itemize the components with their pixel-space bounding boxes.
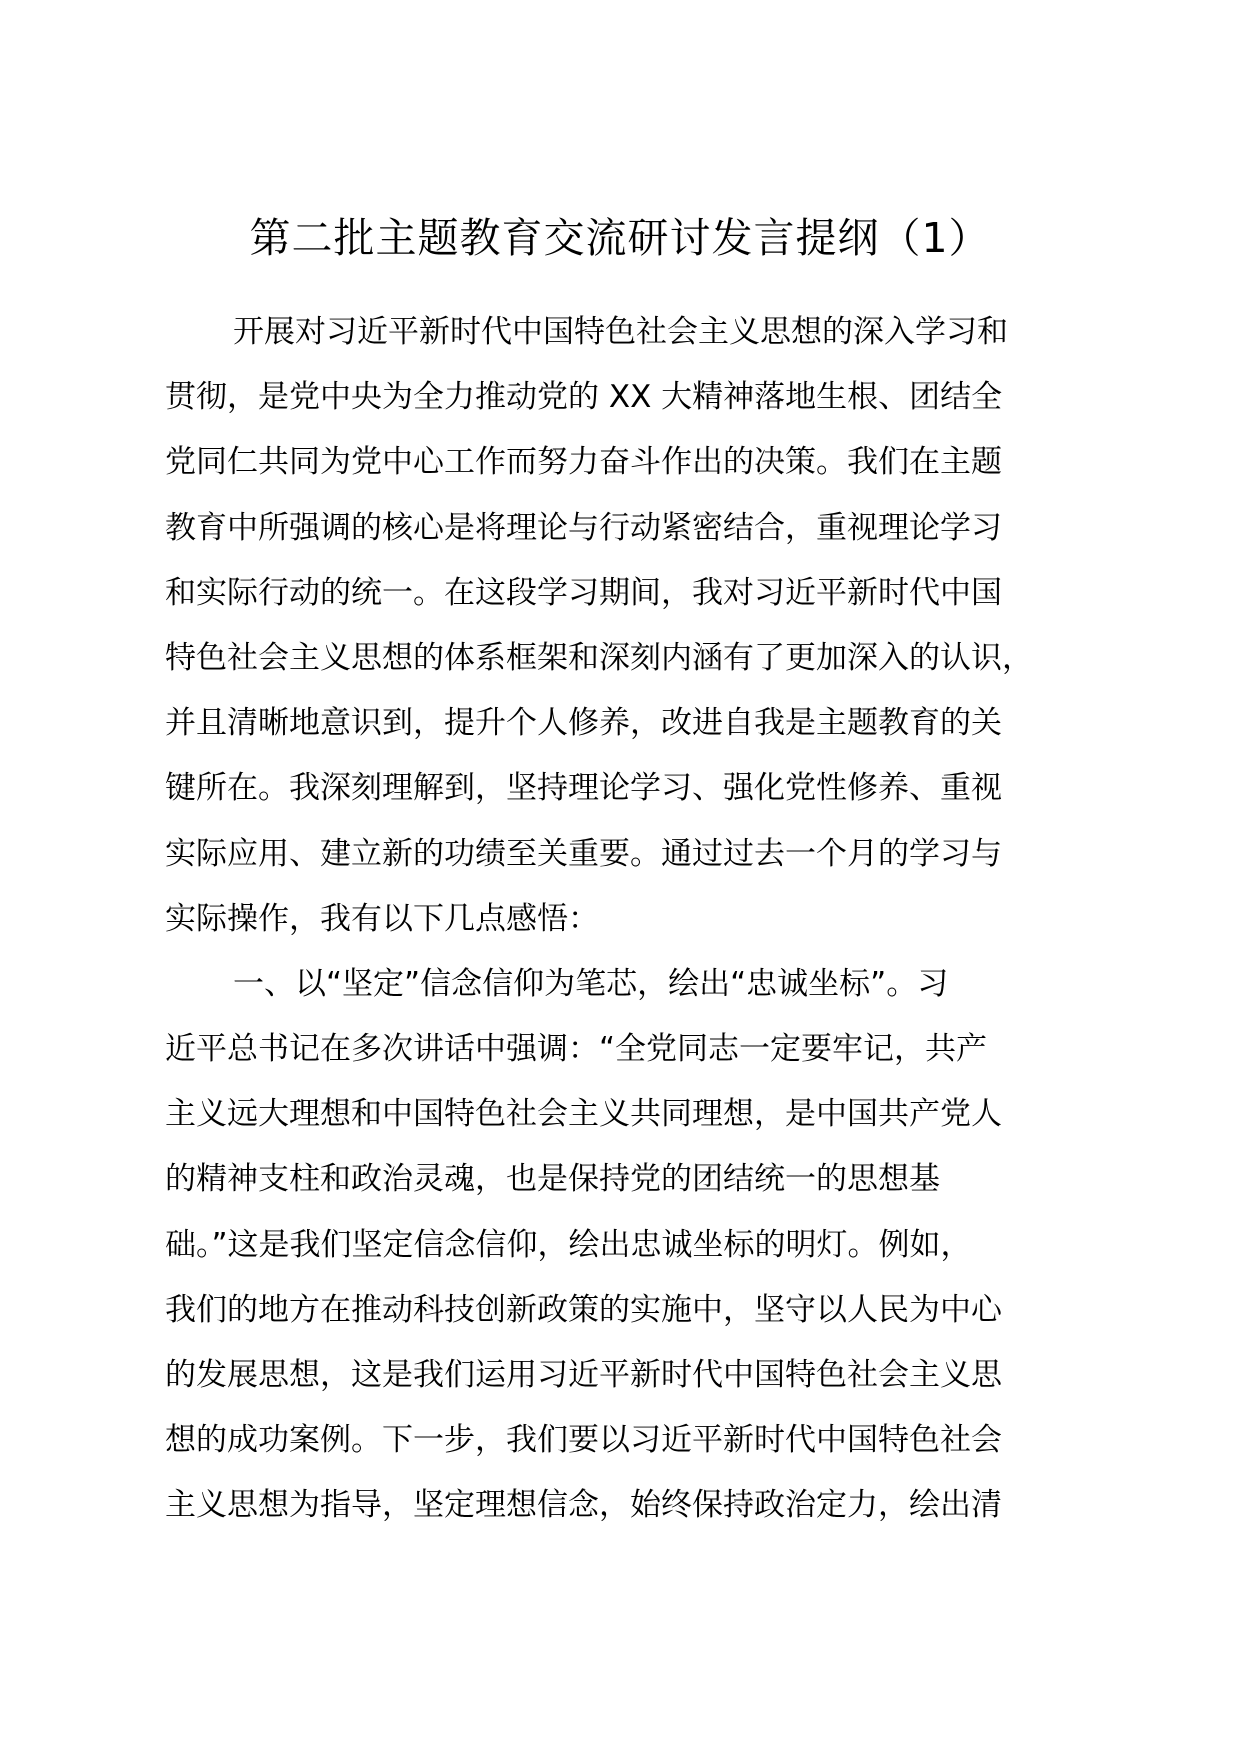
paragraph-line: 我们的地方在推动科技创新政策的实施中，坚守以人民为中心 — [165, 1291, 1002, 1328]
paragraph-line: 键所在。我深刻理解到，坚持理论学习、强化党性修养、重视 — [165, 770, 1002, 807]
section-heading-line: 一、以“坚定”信念信仰为笔芯，绘出“忠诚坐标”。习 — [233, 965, 949, 1002]
paragraph-line: 础。”这是我们坚定信念信仰，绘出忠诚坐标的明灯。例如， — [165, 1226, 972, 1263]
paragraph-line: 党同仁共同为党中心工作而努力奋斗作出的决策。我们在主题 — [165, 444, 1002, 481]
paragraph-line: 并且清晰地意识到，提升个人修养，改进自我是主题教育的关 — [165, 705, 1002, 742]
paragraph-line: 实际操作，我有以下几点感悟： — [165, 900, 599, 937]
paragraph-line: 的精神支柱和政治灵魂，也是保持党的团结统一的思想基 — [165, 1161, 940, 1198]
paragraph-line: 近平总书记在多次讲话中强调：“全党同志一定要牢记，共产 — [165, 1031, 988, 1068]
paragraph-line: 教育中所强调的核心是将理论与行动紧密结合，重视理论学习 — [165, 509, 1002, 546]
paragraph-line: 和实际行动的统一。在这段学习期间，我对习近平新时代中国 — [165, 574, 1002, 611]
paragraph-line: 开展对习近平新时代中国特色社会主义思想的深入学习和 — [233, 314, 1008, 350]
document-title: 第二批主题教育交流研讨发言提纲（1） — [249, 214, 991, 262]
paragraph-line: 主义思想为指导，坚定理想信念，始终保持政治定力，绘出清 — [165, 1487, 1002, 1524]
paragraph-line: 贯彻，是党中央为全力推动党的 XX 大精神落地生根、团结全 — [165, 379, 1003, 416]
document-body — [165, 300, 1125, 1539]
paragraph-line: 实际应用、建立新的功绩至关重要。通过过去一个月的学习与 — [165, 835, 1002, 872]
paragraph-line: 想的成功案例。下一步，我们要以习近平新时代中国特色社会 — [165, 1422, 1002, 1459]
paragraph-line: 的发展思想，这是我们运用习近平新时代中国特色社会主义思 — [165, 1357, 1002, 1393]
paragraph-line: 特色社会主义思想的体系框架和深刻内涵有了更加深入的认识， — [165, 639, 1033, 676]
paragraph-line: 主义远大理想和中国特色社会主义共同理想，是中国共产党人 — [165, 1096, 1002, 1133]
